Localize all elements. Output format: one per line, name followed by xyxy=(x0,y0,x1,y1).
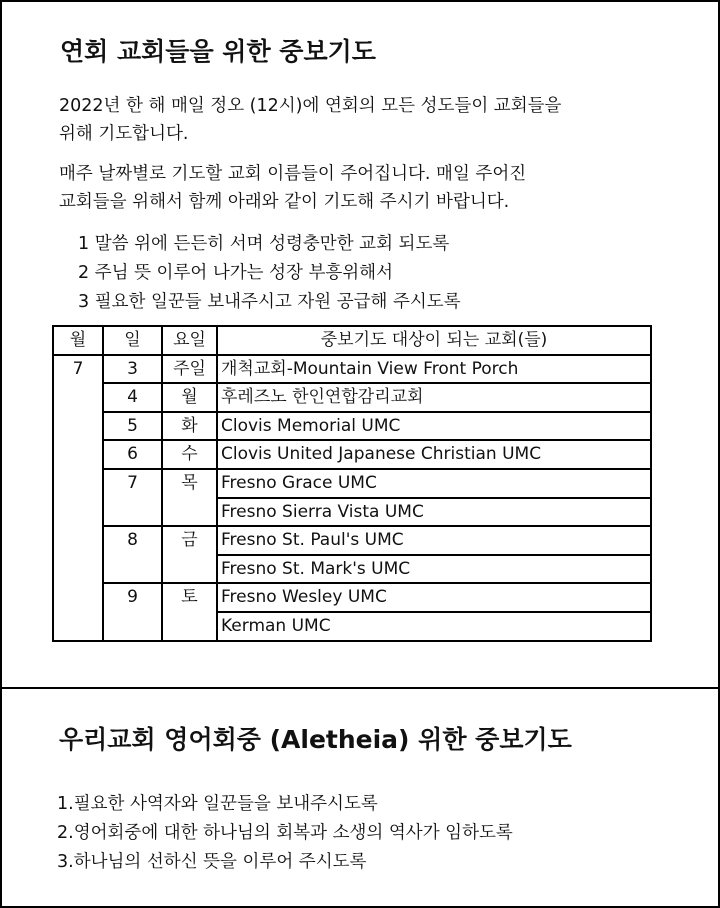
weekday-cell: 월 xyxy=(162,383,217,412)
table-row xyxy=(53,412,651,441)
day-cell: 8 xyxy=(103,526,162,583)
prayer-point: 2 주님 뜻 이루어 나가는 성장 부흥위해서 xyxy=(78,263,393,283)
list-item: 3.하나님의 선하신 뜻을 이루어 주시도록 xyxy=(57,852,367,872)
church-cell: 개척교회-Mountain View Front Porch xyxy=(217,355,651,384)
prayer-point: 3 필요한 일꾼들 보내주시고 자원 공급해 주시도록 xyxy=(78,292,461,312)
header-month: 월 xyxy=(53,326,103,355)
weekday-cell: 화 xyxy=(162,412,217,441)
church-cell: Clovis United Japanese Christian UMC xyxy=(217,440,651,469)
church-cell: Fresno St. Paul's UMC xyxy=(217,526,651,555)
intro-line: 2022년 한 해 매일 정오 (12시)에 연회의 모든 성도들이 교회들을 xyxy=(59,96,562,116)
weekday-cell: 주일 xyxy=(162,355,217,384)
instruction-line: 교회들을 위해서 함께 아래와 같이 기도해 주시기 바랍니다. xyxy=(59,192,510,212)
weekday-cell: 토 xyxy=(162,583,217,640)
section2-title: 우리교회 영어회중 (Aletheia) 위한 중보기도 xyxy=(59,725,572,754)
day-cell: 9 xyxy=(103,583,162,640)
church-cell: Fresno St. Mark's UMC xyxy=(217,555,651,584)
prayer-points-list xyxy=(78,230,461,317)
church-cell: Clovis Memorial UMC xyxy=(217,412,651,441)
church-cell: Fresno Sierra Vista UMC xyxy=(217,498,651,527)
prayer-point: 1 말씀 위에 든든히 서며 성령충만한 교회 되도록 xyxy=(78,234,450,254)
month-cell: 7 xyxy=(53,355,103,641)
weekday-cell: 금 xyxy=(162,526,217,583)
table-row xyxy=(53,526,651,555)
table-row xyxy=(53,583,651,612)
section2-prayer-list xyxy=(57,790,513,877)
church-cell: Kerman UMC xyxy=(217,612,651,641)
section-divider xyxy=(0,687,720,689)
intro-line: 위해 기도합니다. xyxy=(59,124,189,144)
table-row xyxy=(53,440,651,469)
table-header-row xyxy=(53,326,651,355)
header-churches: 중보기도 대상이 되는 교회(들) xyxy=(217,326,651,355)
table-row xyxy=(53,355,651,384)
day-cell: 5 xyxy=(103,412,162,441)
section1-title: 연회 교회들을 위한 중보기도 xyxy=(60,37,376,66)
list-item: 2.영어회중에 대한 하나님의 회복과 소생의 역사가 임하도록 xyxy=(57,823,513,843)
intro-paragraph xyxy=(59,92,561,148)
table-row xyxy=(53,469,651,498)
list-item: 1.필요한 사역자와 일꾼들을 보내주시도록 xyxy=(57,794,378,814)
church-cell: Fresno Wesley UMC xyxy=(217,583,651,612)
instruction-paragraph xyxy=(59,160,526,216)
header-day: 일 xyxy=(103,326,162,355)
church-cell: 후레즈노 한인연합감리교회 xyxy=(217,383,651,412)
weekday-cell: 목 xyxy=(162,469,217,526)
day-cell: 6 xyxy=(103,440,162,469)
day-cell: 7 xyxy=(103,469,162,526)
table-row xyxy=(53,383,651,412)
prayer-schedule-table xyxy=(52,325,652,642)
day-cell: 4 xyxy=(103,383,162,412)
day-cell: 3 xyxy=(103,355,162,384)
church-cell: Fresno Grace UMC xyxy=(217,469,651,498)
weekday-cell: 수 xyxy=(162,440,217,469)
instruction-line: 매주 날짜별로 기도할 교회 이름들이 주어집니다. 매일 주어진 xyxy=(59,164,527,184)
header-weekday: 요일 xyxy=(162,326,217,355)
